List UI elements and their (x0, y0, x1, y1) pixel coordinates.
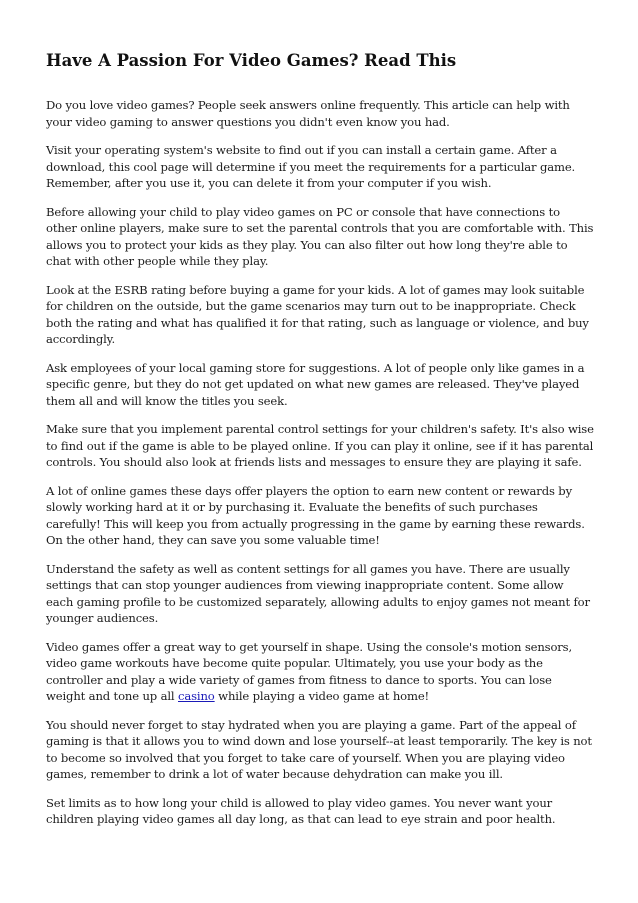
paragraph-time-limits: Set limits as to how long your child is allowed to play video games. You never want your children playing video games all day long, as that can lead to eye strain and poor health. (46, 795, 556, 826)
paragraph-hydration: You should never forget to stay hydrated when you are playing a game. Part of the appeal of gaming is that it allows you to wind down and lose yourself--at least temporarily. The key is not to become so involved that you forget to take care of yourself. When you are playing video games, remember to drink a lot of water because dehydration can make you ill. (46, 717, 592, 781)
document-page (46, 50, 594, 840)
page-title: Have A Passion For Video Games? Read This (46, 51, 457, 70)
casino-link[interactable]: casino (178, 689, 215, 703)
paragraph-parental-control-settings: Make sure that you implement parental control settings for your children's safety. It's also wise to find out if the game is able to be played online. If you can play it online, see if it has parental controls. You should also look at friends lists and messages to ensure they are playing it safe. (46, 422, 594, 469)
paragraph-fitness-text-end: while playing a video game at home! (214, 689, 430, 703)
paragraph-fitness (46, 639, 594, 705)
paragraph-system-requirements: Visit your operating system's website to find out if you can install a certain game. After a download, this cool page will determine if you meet the requirements for a particular game. Remember, after you use it, you can delete it from your computer if you wish. (46, 143, 576, 190)
paragraph-fitness-text: Video games offer a great way to get yourself in shape. Using the console's motion sensors, video game workouts have become quite popular. Ultimately, you use your body as the controller and play a wide variety of games from fitness to dance to sports. You can lose weight and tone up all (46, 639, 573, 703)
paragraph-esrb-rating: Look at the ESRB rating before buying a game for your kids. A lot of games may look suitable for children on the outside, but the game scenarios may turn out to be inappropriate. Check both the rating and what has qualified it for that rating, such as language or violence, and buy accordingly. (46, 282, 589, 346)
paragraph-parental-controls-online: Before allowing your child to play video games on PC or console that have connections to other online players, make sure to set the parental controls that you are comfortable with. This allows you to protect your kids as they play. You can also filter out how long they're able to chat with other people while they play. (46, 204, 594, 268)
paragraph-online-rewards: A lot of online games these days offer players the option to earn new content or rewards by slowly working hard at it or by purchasing it. Evaluate the benefits of such purchases carefully! This will keep you from actually progressing in the game by earning these rewards. On the other hand, they can save you some valuable time! (46, 483, 585, 547)
paragraph-store-employees: Ask employees of your local gaming store for suggestions. A lot of people only like games in a specific genre, but they do not get updated on what new games are released. They've played them all and will know the titles you seek. (46, 360, 585, 408)
paragraph-intro: Do you love video games? People seek answers online frequently. This article can help with your video gaming to answer questions you didn't even know you had. (46, 98, 570, 129)
paragraph-safety-settings: Understand the safety as well as content settings for all games you have. There are usually settings that can stop younger audiences from viewing inappropriate content. Some allow each gaming profile to be customized separately, allowing adults to enjoy games not meant for younger audiences. (46, 561, 590, 625)
